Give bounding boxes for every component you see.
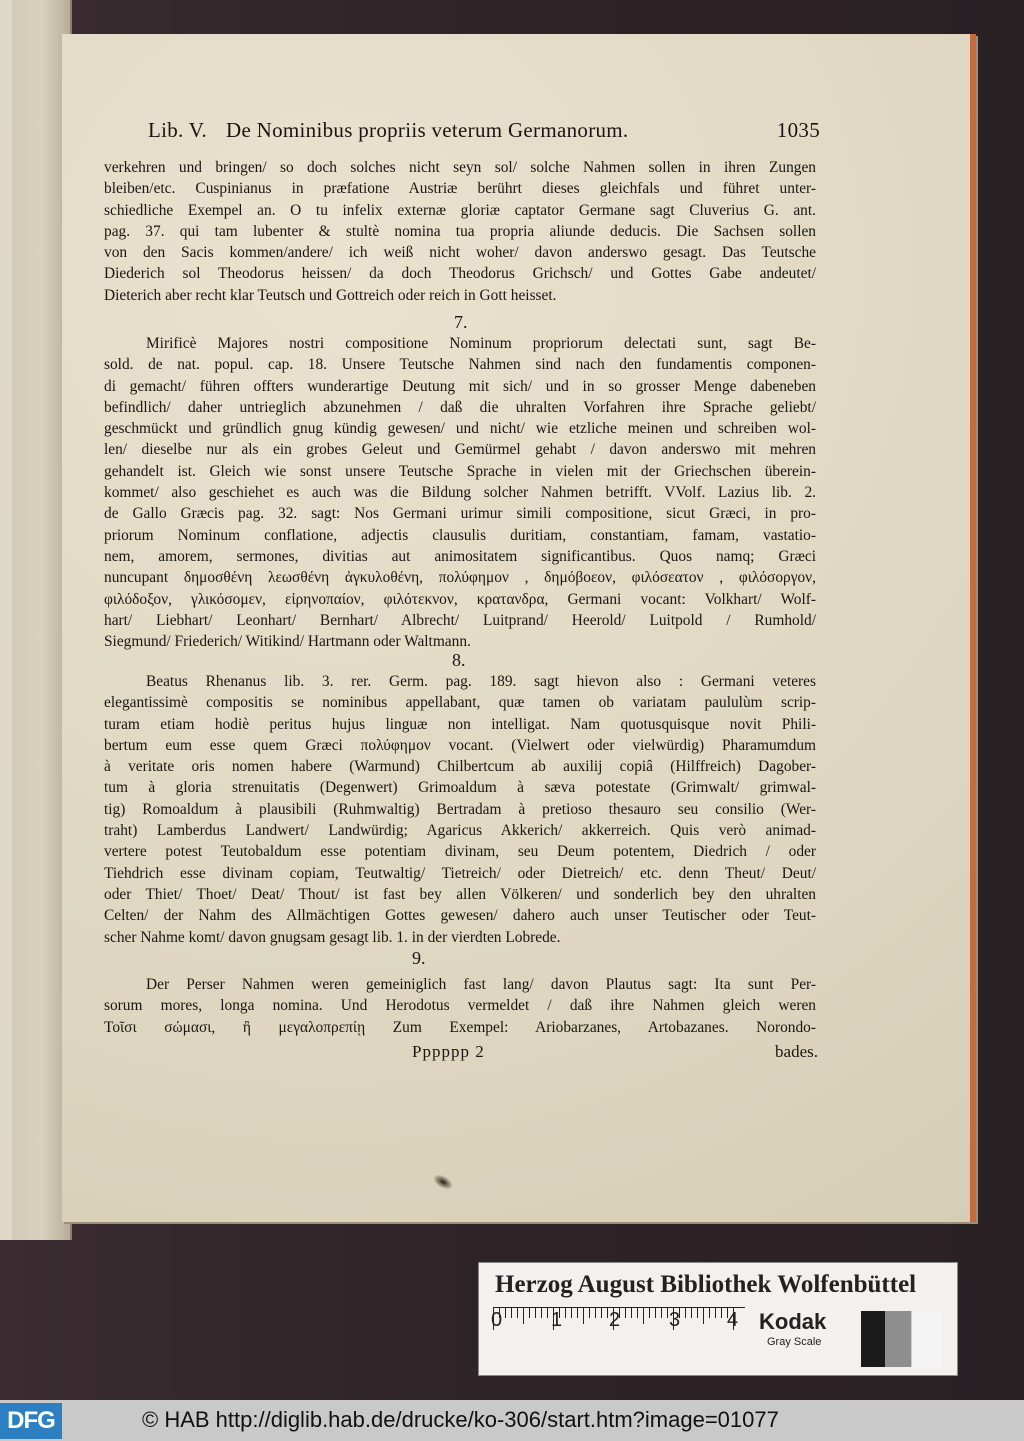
text-line: len/ dieselbe nur als ein grobes Geleut und Gemürmel gehabt / davon anderswo mit mehren <box>104 441 816 459</box>
section-number-9: 9. <box>412 948 426 968</box>
text-line: verkehren und bringen/ so doch solches nicht seyn sol/ solche Nahmen sollen in ihren Zungen <box>104 159 816 176</box>
gray-swatch-white <box>911 1311 942 1367</box>
text-line: Τοῖσι σώμασι, ἢ μεγαλοπρεπίῃ Zum Exempel: Ariobarzanes, Artobazanes. Norondo- <box>104 1018 816 1036</box>
text-line: Mirificè Majores nostri compositione Nominum propriorum delectati sunt, sagt Be- <box>146 335 816 352</box>
ruler-tick <box>547 1308 548 1318</box>
ruler-tick <box>505 1308 506 1318</box>
text-line: schiedliche Exempel an. O tu infelix externæ gloriæ captator Germane sagt Cluverius G. ant. <box>104 201 816 219</box>
ruler-tick <box>655 1308 656 1318</box>
ruler-tick <box>625 1308 626 1318</box>
text-line: befindlich/ daher untrieglich abzunehmen / daß die uhralten Vorfahren ihre Sprache geliebt/ <box>104 398 816 416</box>
ruler-tick <box>661 1308 662 1318</box>
ruler-tick <box>691 1308 692 1318</box>
text-line: bleiben/etc. Cuspinianus in præfatione Austriæ berührt dieses gleichfals und führet unter- <box>104 180 816 198</box>
text-line: nuncupant δημοσθένη λεωσθένη ἀγκυλοθένη, πολύφημον , δημόβοεον, φιλόσεατον , φιλόσοργον, <box>104 569 816 587</box>
gray-swatch-black <box>861 1311 885 1367</box>
text-line: geschmückt und gründlich gnug kündig gewesen/ und nicht/ wie etzliche meinen und schreiben wol- <box>104 420 816 438</box>
ruler-tick <box>685 1308 686 1318</box>
ruler-tick <box>511 1308 512 1318</box>
ruler-tick <box>631 1308 632 1318</box>
paragraph-block-3 <box>104 671 816 948</box>
text-line: sorum mores, longa nomina. Und Herodotus vermeldet / daß ihre Nahmen gleich weren <box>104 997 816 1015</box>
text-line: Siegmund/ Friederich/ Witikind/ Hartmann oder Waltmann. <box>104 633 471 651</box>
text-line: Beatus Rhenanus lib. 3. rer. Germ. pag. 189. sagt hievon also : Germani veteres <box>146 673 816 690</box>
ruler-tick <box>535 1308 536 1318</box>
text-line: von den Sacis kommen/andere/ ich weiß nicht woher/ davon anderswo gesagt. Das Teutsche <box>104 244 816 262</box>
header-book-number: Lib. V. <box>148 118 208 142</box>
text-line: Der Perser Nahmen weren gemeiniglich fast lang/ davon Plautus sagt: Ita sunt Per- <box>146 976 816 993</box>
text-line: traht) Lamberdus Landwert/ Landwürdig; Agaricus Akkerich/ akkerreich. Quis verò animad- <box>104 822 816 840</box>
copyright-text: © HAB http://diglib.hab.de/drucke/ko-306/start.htm?image=01077 <box>142 1407 779 1432</box>
header-title: De Nominibus propriis veterum Germanorum. <box>226 118 629 142</box>
text-line: vertere potest Teutobaldum esse potentiam divinam, seu Deum potentem, Diedrich / oder <box>104 843 816 861</box>
ruler-tick <box>589 1308 590 1318</box>
text-line: oder Thiet/ Thoet/ Deat/ Thout/ ist fast bey allen Völkeren/ und sonderlich bey den uhralten <box>104 885 816 903</box>
ruler-tick <box>565 1308 566 1318</box>
ruler-tick <box>649 1308 650 1318</box>
gray-scale-label: Gray Scale <box>767 1336 822 1348</box>
text-line: à veritate oris nomen habere (Warmund) Chilbertcum ab auxilij copiâ (Hilffreich) Dagober- <box>104 758 816 776</box>
text-line: elegantissimè compositis se nominibus appellabant, quæ tamen ob variatam paululùm scrip- <box>104 694 816 712</box>
page-number: 1035 <box>776 118 820 142</box>
left-page-highlight <box>0 0 12 1240</box>
ruler-number: 1 <box>551 1309 563 1331</box>
ruler-tick <box>709 1308 710 1318</box>
ruler-tick <box>583 1308 584 1324</box>
section-number-7: 7. <box>454 312 468 332</box>
kodak-brand: Kodak <box>759 1309 827 1334</box>
ruler-tick <box>703 1308 704 1324</box>
text-line: scher Nahme komt/ davon gnugsam gesagt lib. 1. in der vierdten Lobrede. <box>104 928 561 946</box>
signature-mark: Pppppp 2 <box>412 1042 485 1061</box>
text-line: tum à gloria strenuitatis (Degenwert) Grimoaldum à sæva potestate (Grimwalt/ grimwal- <box>104 779 816 797</box>
ruler-number: 2 <box>609 1309 621 1331</box>
paragraph-block-2 <box>104 333 816 652</box>
ruler-tick <box>523 1308 524 1324</box>
dfg-logo: DFG <box>0 1403 62 1439</box>
text-line: pag. 37. qui tam lubenter & stultè nomina tua propria aliunde deducis. Die Sachsen sollen <box>104 222 816 240</box>
paragraph-block-1 <box>104 157 816 306</box>
ruler-tick <box>517 1308 518 1318</box>
text-line: kommet/ also geschiehet es auch was die Bildung solcher Nahmen betrifft. VVolf. Lazius lib. 2. <box>104 484 816 502</box>
ruler-number: 3 <box>669 1309 681 1331</box>
text-line: hart/ Liebhart/ Leonhart/ Bernhart/ Albrecht/ Luitprand/ Heerold/ Luitpold / Rumhold/ <box>104 611 816 629</box>
running-header <box>148 118 820 150</box>
text-line: Celten/ der Nahm des Allmächtigen Gottes gewesen/ dahero auch unser Teutischer oder Teut- <box>104 907 816 925</box>
paragraph-block-4 <box>104 974 816 1038</box>
ruler-number: 0 <box>491 1309 503 1331</box>
ruler-tick <box>607 1308 608 1318</box>
text-line: gehandelt ist. Gleich wie sonst unsere Teutsche Sprache in vielen mit der Griechschen überein- <box>104 462 816 480</box>
ruler-number: 4 <box>727 1309 739 1331</box>
ruler-tick <box>715 1308 716 1318</box>
text-line: nem, amorem, sermones, divitias aut animositatem significantibus. Quos namq; Græci <box>104 547 816 565</box>
text-line: de Gallo Græcis pag. 32. sagt: Nos Germani urimur simili compositione, sicut Græci, in pro- <box>104 505 816 523</box>
ruler-tick <box>541 1308 542 1318</box>
catchword: bades. <box>775 1042 818 1061</box>
library-name: Herzog August Bibliothek Wolfenbüttel <box>495 1271 917 1298</box>
section-number-8: 8. <box>452 650 466 670</box>
text-line: di gemacht/ führen offters wunderartige Deutung mit sich/ und in so grosser Menge dabeneben <box>104 377 816 395</box>
ruler-tick <box>721 1308 722 1318</box>
text-line: priorum Nominum conflatione, adjectis clausulis duritiam, constantiam, famam, vastatio- <box>104 526 816 544</box>
text-line: Tiehdrich esse divinam copiam, Teutwaltig/ Tietreich/ oder Dietreich/ etc. denn Theut/ Deut/ <box>104 864 816 882</box>
text-line: turam etiam hodiè peritus hujus linguæ non intelligat. Nam quotusquisque novit Phili- <box>104 715 816 733</box>
text-line: tig) Romoaldum à plausibili (Ruhmwaltig) Bertradam à pretioso thesauro seu consilio (Wer- <box>104 800 816 818</box>
ruler-tick <box>697 1308 698 1318</box>
text-line: bertum eum esse quem Græci πολύφημον vocant. (Vielwert oder vielwürdig) Pharamumdum <box>104 736 816 754</box>
ruler-tick <box>601 1308 602 1318</box>
ruler-tick <box>595 1308 596 1318</box>
text-line: sold. de nat. popul. cap. 18. Unsere Teutsche Nahmen sind nach den fundamentis componen- <box>104 356 816 374</box>
library-label-card <box>478 1262 958 1376</box>
ruler-tick <box>571 1308 572 1318</box>
gray-swatch-mid <box>885 1311 911 1367</box>
ruler-tick <box>637 1308 638 1318</box>
text-line: Dieterich aber recht klar Teutsch und Gottreich oder reich in Gott heisset. <box>104 286 557 304</box>
ruler-tick <box>577 1308 578 1318</box>
text-line: Diederich sol Theodorus heissen/ da doch Theodorus Grichsch/ und Gottes Gabe andeutet/ <box>104 265 816 283</box>
ruler-tick <box>667 1308 668 1318</box>
ruler-tick <box>643 1308 644 1324</box>
text-line: φιλόδοξον, γλικόσομεν, εἰρηνοπαίον, φιλότεκνον, κρατανδρα, Germani vocant: Volkhart/ Wolf- <box>104 590 816 608</box>
ruler-tick <box>529 1308 530 1318</box>
